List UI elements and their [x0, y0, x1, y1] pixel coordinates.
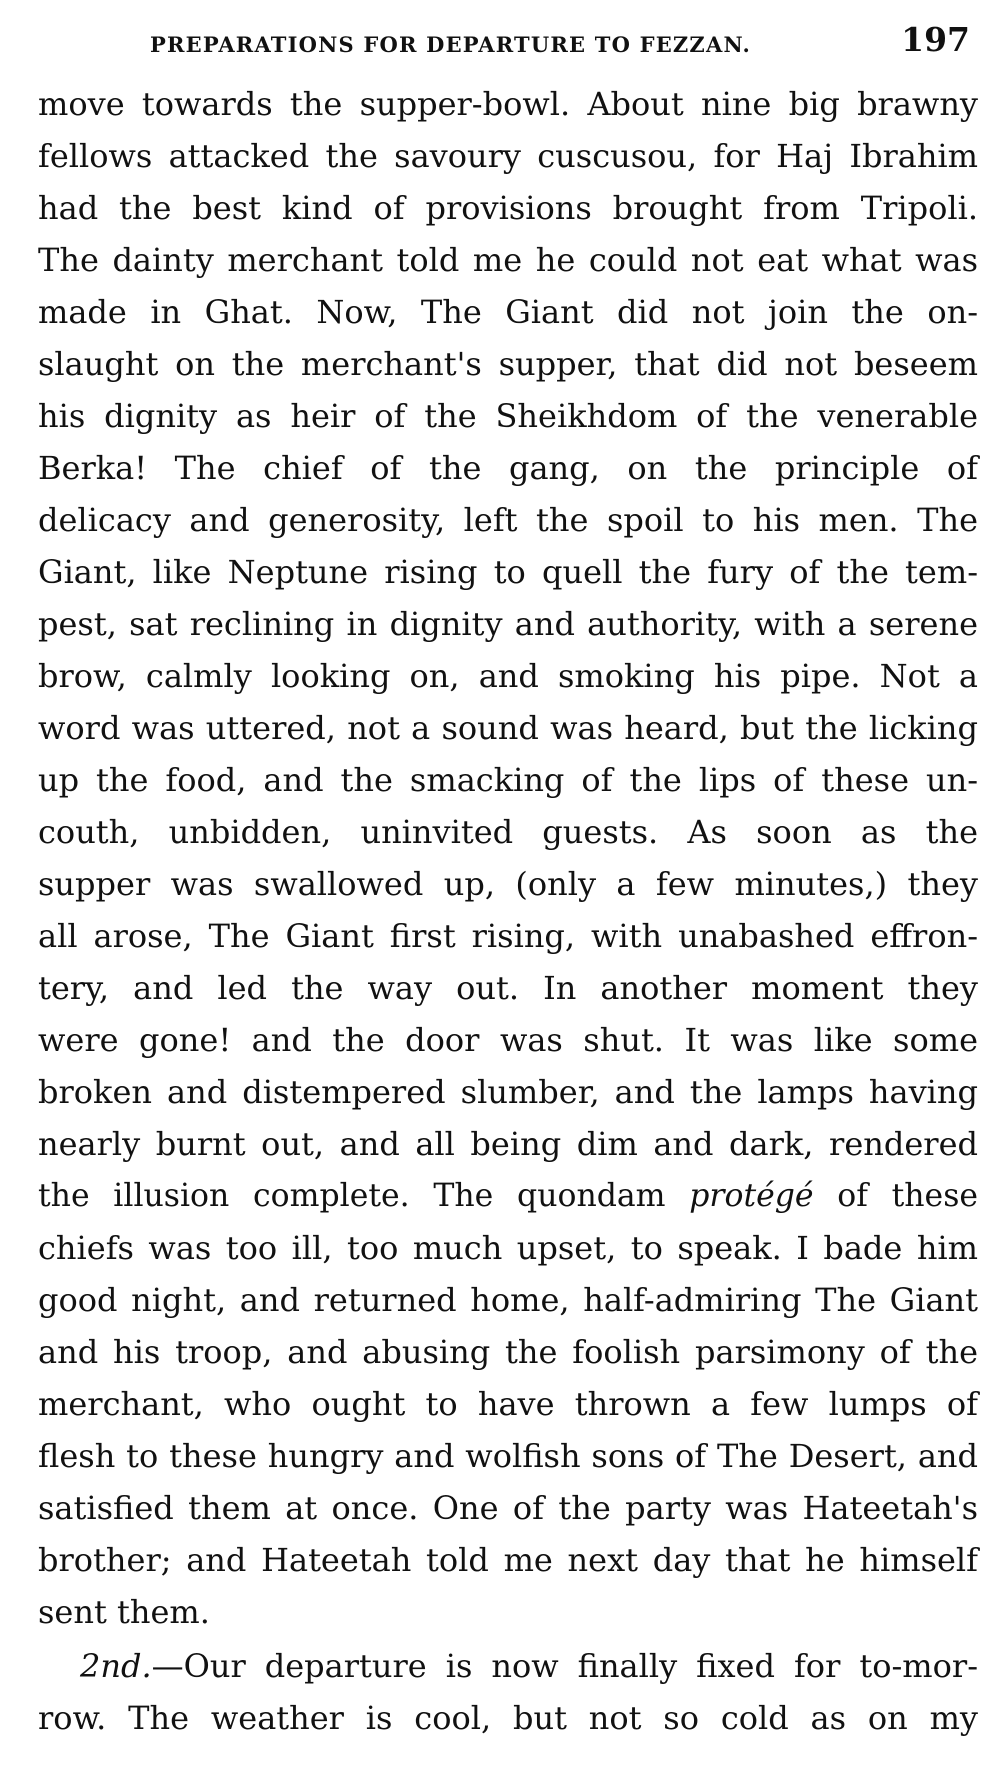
text-segment: —Our departure is now finally fixed for to-mor- [151, 1647, 978, 1685]
text-line: chiefs was too ill, too much upset, to speak. I bade him [38, 1229, 978, 1267]
body-text [38, 78, 978, 1744]
page-number: 197 [901, 20, 970, 59]
text-line: merchant, who ought to have thrown a few lumps of [38, 1385, 978, 1423]
text-line: nearly burnt out, and all being dim and dark, rendered [38, 1125, 978, 1163]
text-line: sent them. [38, 1593, 210, 1631]
text-line: broken and distempered slumber, and the lamps having [38, 1073, 978, 1111]
italic-date: 2nd. [80, 1647, 152, 1685]
text-line: brow, calmly looking on, and smoking his pipe. Not a [38, 657, 978, 695]
text-line: Giant, like Neptune rising to quell the fury of the tem- [38, 553, 978, 591]
text-line: word was uttered, not a sound was heard, but the licking [38, 709, 978, 747]
text-line: his dignity as heir of the Sheikhdom of the venerable [38, 397, 978, 435]
text-line-with-italic [38, 1170, 978, 1222]
running-title: PREPARATIONS FOR DEPARTURE TO FEZZAN. [150, 32, 752, 57]
text-line: fellows attacked the savoury cuscusou, for Haj Ibrahim [38, 137, 978, 175]
text-line: The dainty merchant told me he could not eat what was [38, 241, 978, 279]
text-line: supper was swallowed up, (only a few minutes,) they [38, 865, 978, 903]
text-line: made in Ghat. Now, The Giant did not join the on- [38, 293, 978, 331]
text-line: brother; and Hateetah told me next day that he himself [38, 1541, 978, 1579]
text-line: tery, and led the way out. In another moment they [38, 969, 978, 1007]
text-line: pest, sat reclining in dignity and authority, with a serene [38, 605, 978, 643]
text-line: move towards the supper-bowl. About nine big brawny [38, 85, 978, 123]
text-line: had the best kind of provisions brought from Tripoli. [38, 189, 978, 227]
text-line: good night, and returned home, half-admiring The Giant [38, 1281, 978, 1319]
text-line: and his troop, and abusing the foolish parsimony of the [38, 1333, 978, 1371]
text-line: flesh to these hungry and wolfish sons of The Desert, and [38, 1437, 978, 1475]
text-line-with-italic [38, 1640, 978, 1692]
running-head [150, 18, 970, 68]
text-line: satisfied them at once. One of the party was Hateetah's [38, 1489, 978, 1527]
text-line: were gone! and the door was shut. It was like some [38, 1021, 978, 1059]
text-line: couth, unbidden, uninvited guests. As soon as the [38, 813, 978, 851]
text-line: up the food, and the smacking of the lips of these un- [38, 761, 978, 799]
text-line: slaught on the merchant's supper, that did not beseem [38, 345, 978, 383]
text-line: Berka! The chief of the gang, on the principle of [38, 449, 978, 487]
text-line: delicacy and generosity, left the spoil to his men. The [38, 501, 978, 539]
text-line: row. The weather is cool, but not so cold as on my [38, 1699, 978, 1737]
text-line: all arose, The Giant first rising, with unabashed effron- [38, 917, 978, 955]
text-segment: the illusion complete. The quondam [38, 1178, 690, 1214]
italic-word: protégé [689, 1178, 814, 1214]
text-segment: of these [813, 1178, 978, 1214]
